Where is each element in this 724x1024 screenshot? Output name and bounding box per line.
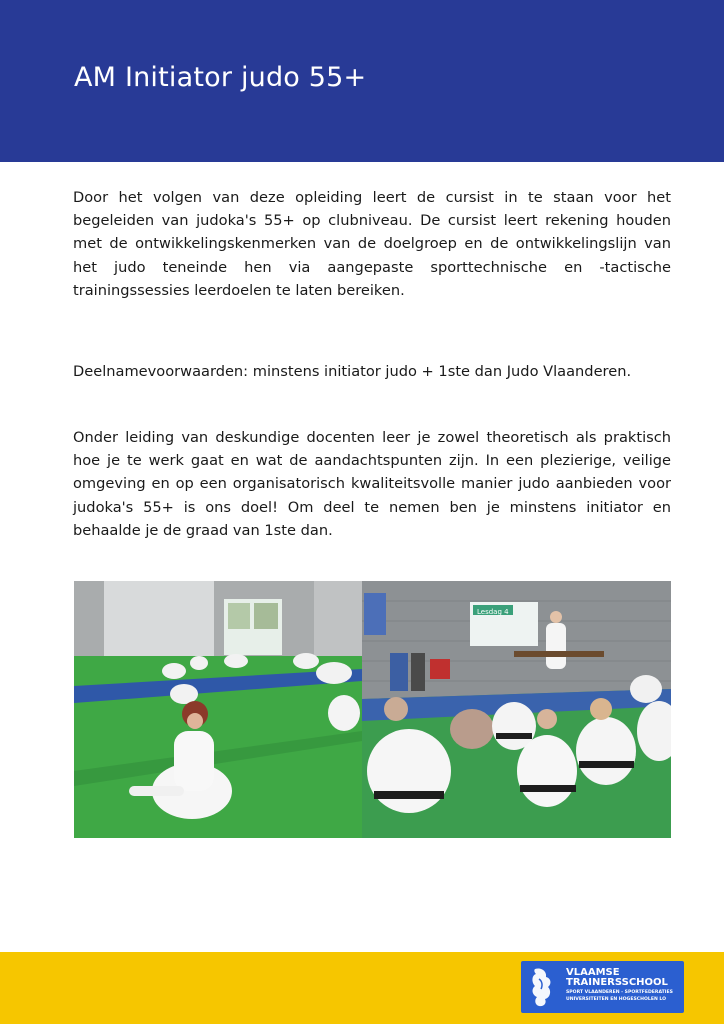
right-photo [362, 581, 671, 838]
description-paragraph: Onder leiding van deskundige docenten leer je zowel theoretisch als praktisch hoe je te werk gaat en wat de aandachtspunten zijn. In een plezierige, veilige omgeving en op een organisatorisch kwaliteitsvolle manier judo aanbieden voor judoka's 55+ is ons doel! Om deel te nemen ben je minstens initiator en behaalde je de graad van 1ste dan. [73, 429, 671, 539]
intro-section [73, 186, 671, 302]
requirements-paragraph: Deelnamevoorwaarden: minstens initiator judo + 1ste dan Judo Vlaanderen. [73, 363, 632, 380]
page-header [0, 0, 724, 162]
left-photo [74, 581, 362, 838]
flemish-lion-icon [527, 965, 557, 1009]
vlaamse-trainersschool-logo [521, 961, 684, 1013]
logo-line-3: SPORT VLAANDEREN - SPORTFEDERATIES [566, 990, 673, 995]
logo-line-2: TRAINERSSCHOOL [566, 977, 668, 988]
photo-collage [74, 581, 671, 838]
intro-paragraph: Door het volgen van deze opleiding leert de cursist in te staan voor het begeleiden van judoka's 55+ op clubniveau. De cursist leert rekening houden met de ontwikkelingskenmerken van de doelgroep en de ontwikkelingslijn van het judo teneinde hen via aangepaste sporttechnische en -tactische trainingssessies leerdoelen te laten bereiken. [73, 189, 671, 299]
logo-line-1: VLAAMSE [566, 967, 620, 978]
page-title: AM Initiator judo 55+ [74, 62, 367, 93]
judo-training-photos [74, 581, 671, 838]
projection-screen-text: Lesdag 4 [477, 608, 509, 616]
logo-line-4: UNIVERSITEITEN EN HOGESCHOLEN LO [566, 997, 667, 1002]
